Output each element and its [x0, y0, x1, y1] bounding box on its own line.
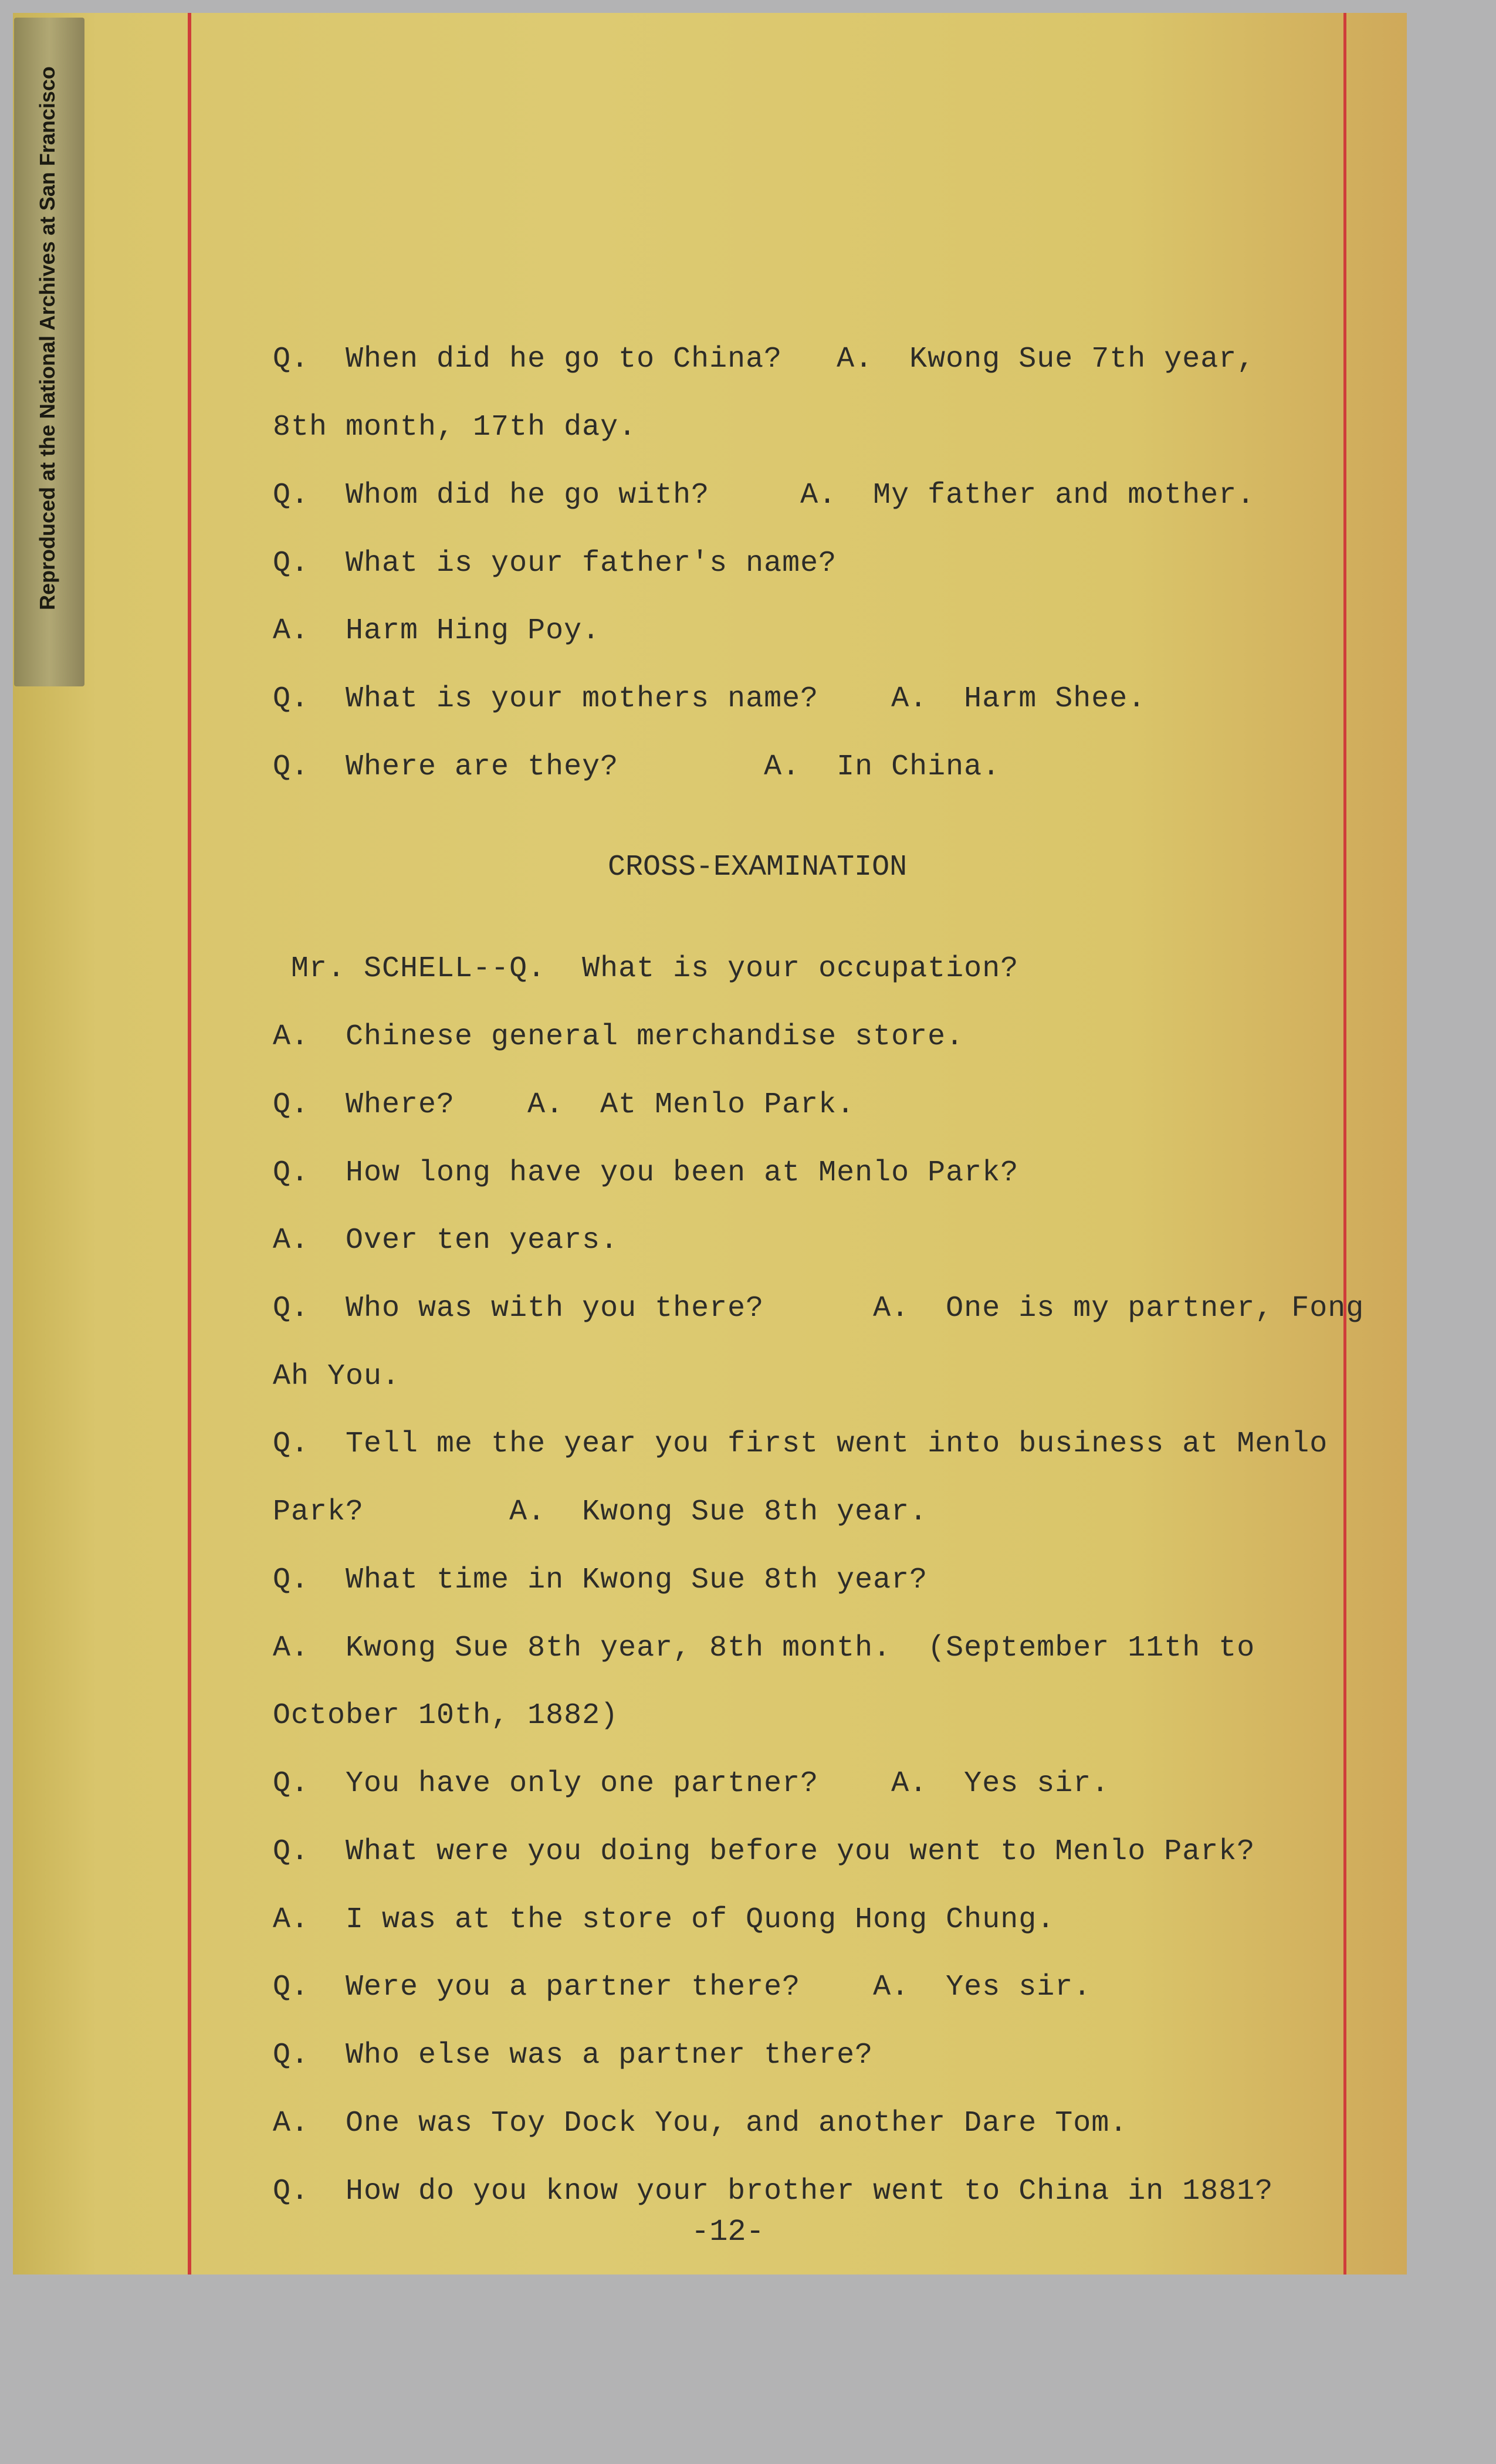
transcript-line: A. Chinese general merchandise store.	[273, 1020, 964, 1054]
transcript-line: Q. Who was with you there? A. One is my partner, Fong	[273, 1292, 1365, 1325]
archive-stamp-text: Reproduced at the National Archives at San Francisco	[35, 66, 59, 610]
transcript-line: Q. What is your mothers name? A. Harm Shee.	[273, 682, 1146, 716]
transcript-line: A. Kwong Sue 8th year, 8th month. (September 11th to	[273, 1632, 1255, 1665]
transcript-line: Ah You.	[273, 1360, 401, 1393]
transcript-line: Mr. SCHELL--Q. What is your occupation?	[273, 952, 1019, 986]
transcript-line: Park? A. Kwong Sue 8th year.	[273, 1495, 928, 1529]
transcript-line: Q. You have only one partner? A. Yes sir.	[273, 1767, 1110, 1800]
transcript-line: Q. Where? A. At Menlo Park.	[273, 1088, 855, 1122]
transcript-line: 8th month, 17th day.	[273, 411, 637, 444]
transcript-line: Q. Tell me the year you first went into business at Menlo	[273, 1427, 1328, 1461]
transcript-line: A. Harm Hing Poy.	[273, 614, 601, 648]
transcript-line: Q. When did he go to China? A. Kwong Sue 7th year,	[273, 343, 1255, 376]
transcript-line: Q. What is your father's name?	[273, 547, 837, 580]
transcript-line: Q. How do you know your brother went to China in 1881?	[273, 2175, 1274, 2208]
transcript-line: A. Over ten years.	[273, 1224, 619, 1257]
section-heading: CROSS-EXAMINATION	[608, 851, 908, 884]
transcript-line: Q. How long have you been at Menlo Park?	[273, 1156, 1019, 1190]
transcript-line: Q. What were you doing before you went to Menlo Park?	[273, 1835, 1255, 1869]
transcript-line: Q. Who else was a partner there?	[273, 2039, 874, 2072]
transcript-line: October 10th, 1882)	[273, 1699, 619, 1732]
left-margin-rule	[188, 13, 191, 2275]
right-margin-rule	[1343, 13, 1346, 2275]
page-number: -12-	[691, 2215, 764, 2249]
transcript-line: Q. Whom did he go with? A. My father and mother.	[273, 479, 1255, 512]
transcript-line: Q. Were you a partner there? A. Yes sir.	[273, 1971, 1092, 2004]
transcript-line: A. One was Toy Dock You, and another Dare Tom.	[273, 2107, 1128, 2140]
transcript-line: Q. Where are they? A. In China.	[273, 750, 1001, 784]
transcript-line: Q. What time in Kwong Sue 8th year?	[273, 1563, 928, 1597]
transcript-line: A. I was at the store of Quong Hong Chung.	[273, 1903, 1055, 1937]
